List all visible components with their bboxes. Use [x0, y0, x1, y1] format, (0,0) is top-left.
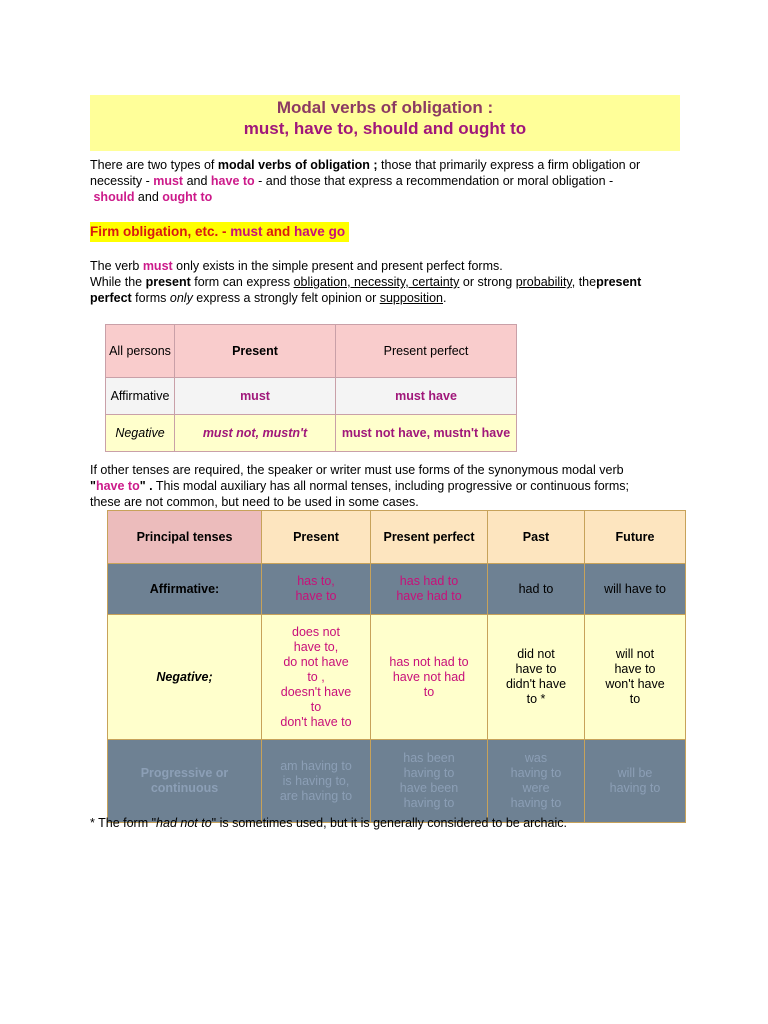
italic-only: only [169, 291, 193, 305]
page-subtitle: must, have to, should and ought to [243, 119, 527, 138]
table-cell: does not have to, do not have to , doesn't have to don't have to [262, 615, 371, 740]
table-header-cell: Present perfect [371, 511, 488, 564]
quote-mark: " . [139, 479, 153, 493]
table-row-negative [108, 615, 686, 740]
table-cell: will not have to won't have to [585, 615, 686, 740]
must-table [105, 324, 517, 452]
must-paragraph [90, 258, 690, 306]
para-text: , the [571, 275, 597, 289]
table-cell: am having to is having to, are having to [262, 740, 371, 823]
table-header-row [106, 325, 517, 378]
quote-mark: " [90, 479, 96, 493]
table-row [106, 415, 517, 452]
para-text: forms [131, 291, 170, 305]
underlined-term: obligation, necessity, certainty [293, 275, 460, 289]
intro-bold: modal verbs of obligation ; [217, 158, 378, 172]
footnote-text: " is sometimes used, but it is generally considered to be archaic. [211, 816, 567, 830]
row-label: Affirmative [106, 378, 175, 415]
para-text: only exists in the simple present and present perfect forms. [172, 259, 503, 273]
table-row-progressive [108, 740, 686, 823]
table-cell: had to [488, 564, 585, 615]
table-header-cell: Future [585, 511, 686, 564]
keyword-have-to: have to [95, 479, 140, 493]
intro-text: those that primarily express a firm obligation or [377, 158, 641, 172]
row-label: Negative [106, 415, 175, 452]
para-text: . [442, 291, 447, 305]
table-cell: has not had to have not had to [371, 615, 488, 740]
bold-present: present [145, 275, 191, 289]
table-cell: did not have to didn't have to * [488, 615, 585, 740]
table-header-cell: Principal tenses [108, 511, 262, 564]
have-to-table [107, 510, 686, 823]
intro-text: and [183, 174, 211, 188]
page-title: Modal verbs of obligation : [276, 98, 494, 117]
para-text: form can express [190, 275, 294, 289]
table-header-cell: Present [262, 511, 371, 564]
title-box [90, 95, 680, 151]
heading-text: Firm obligation, etc. - [90, 224, 231, 239]
table-header-cell: Present perfect [336, 325, 517, 378]
para-text: If other tenses are required, the speaker or writer must use forms of the synonymous modal verb [90, 463, 624, 477]
table-cell: will be having to [585, 740, 686, 823]
heading-must: must [230, 224, 263, 239]
para-text: The verb [90, 259, 143, 273]
have-to-paragraph [90, 462, 690, 510]
table-cell: will have to [585, 564, 686, 615]
para-text: these are not common, but need to be used in some cases. [90, 495, 419, 509]
footnote-italic: had not to [156, 816, 212, 830]
heading-have-go: have go [294, 224, 346, 239]
intro-text: necessity - [90, 174, 154, 188]
table-header-cell: All persons [106, 325, 175, 378]
table-cell: must not, mustn't [175, 415, 336, 452]
bold-perfect: perfect [90, 291, 132, 305]
intro-paragraph [90, 157, 690, 205]
keyword-ought-to: ought to [162, 190, 213, 204]
table-header-cell: Past [488, 511, 585, 564]
table-cell: must have [336, 378, 517, 415]
intro-text: - and those that express a recommendation or moral obligation - [254, 174, 614, 188]
bold-present: present [596, 275, 642, 289]
heading-text: and [262, 224, 295, 239]
keyword-should: should [93, 190, 135, 204]
footnote [90, 816, 567, 830]
keyword-must: must [142, 259, 173, 273]
table-row-affirmative [108, 564, 686, 615]
para-text: While the [90, 275, 146, 289]
section-heading [90, 222, 349, 242]
keyword-must: must [153, 174, 184, 188]
table-cell: must [175, 378, 336, 415]
keyword-have-to: have to [210, 174, 255, 188]
footnote-text: * The form " [90, 816, 157, 830]
para-text: express a strongly felt opinion or [192, 291, 380, 305]
row-label: Negative; [108, 615, 262, 740]
para-text: or strong [459, 275, 516, 289]
table-cell: has to, have to [262, 564, 371, 615]
intro-text: There are two types of [90, 158, 218, 172]
table-row [106, 378, 517, 415]
table-cell: was having to were having to [488, 740, 585, 823]
para-text: This modal auxiliary has all normal tenses, including progressive or continuous forms; [152, 479, 629, 493]
table-header-row [108, 511, 686, 564]
row-label: Progressive or continuous [108, 740, 262, 823]
intro-text: and [134, 190, 163, 204]
table-cell: has had to have had to [371, 564, 488, 615]
table-header-cell: Present [175, 325, 336, 378]
row-label: Affirmative: [108, 564, 262, 615]
underlined-term: probability [515, 275, 572, 289]
underlined-term: supposition [379, 291, 443, 305]
table-cell: has been having to have been having to [371, 740, 488, 823]
table-cell: must not have, mustn't have [336, 415, 517, 452]
